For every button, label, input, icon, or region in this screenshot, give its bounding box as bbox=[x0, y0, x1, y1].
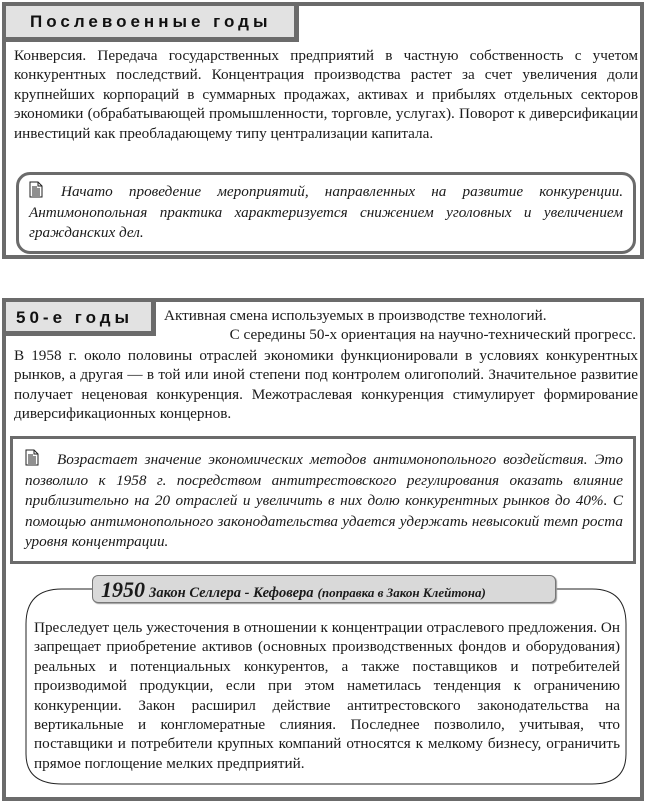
document-icon bbox=[29, 181, 43, 198]
section-postwar bbox=[2, 2, 644, 259]
document-icon bbox=[25, 449, 39, 466]
law-box bbox=[22, 574, 632, 789]
section-title-postwar: Послевоенные годы bbox=[2, 2, 299, 42]
50s-paragraph: В 1958 г. около половины отраслей экономики функционировали в условиях конкурентных рынков, а другая — в той или иной степени под контролем олигополий. Значительное развитие получает неценовая конкуренция. Межотраслевая конкуренция стимулирует формирование диверсификационных концернов. bbox=[14, 347, 638, 423]
50s-intro-line-2: С середины 50-х ориентация на научно-технический прогресс. bbox=[229, 326, 636, 344]
law-paragraph: Преследует цель ужесточения в отношении к концентрации отраслевого предложения. Он запрещает приобретение активов (основных производственных фондов и оборудования) реальных и потенциальных конкурентов, а также поставщиков и потребителей производимой продукции, если при этом наметилась тенденция к ограничению конкуренции. Закон расширил действие антитрестовского законодательства на вертикальные и конгломератные слияния. Последнее позволило, учитывая, что поставщики и потребители крупных компаний относятся к мелкому бизнесу, ограничить прямое поглощение мелких предприятий. bbox=[34, 619, 620, 772]
section-title-50s: 50-е годы bbox=[2, 298, 156, 336]
postwar-note-text: Начато проведение мероприятий, направленных на развитие конкуренции. Антимонопольная практика характеризуется снижением уголовных и увеличением гражданских дел. bbox=[29, 183, 623, 241]
50s-intro bbox=[164, 306, 636, 345]
law-title bbox=[92, 575, 556, 603]
section-50s bbox=[2, 298, 644, 801]
50s-note-text: Возрастает значение экономических методов антимонопольного воздействия. Это позволило к 1958 г. посредством антитрестовского регулирования оказать влияние приблизительно на 20 отраслей и увеличить в них долю конкурентных рынков до 40%. С помощью антимонопольного законодательства удается удержать невысокий темп роста уровня концентрации. bbox=[25, 451, 623, 550]
50s-intro-line-1: Активная смена используемых в производстве технологий. bbox=[164, 307, 547, 324]
50s-note bbox=[10, 436, 636, 564]
postwar-paragraph: Конверсия. Передача государственных предприятий в частную собственность с учетом конкурентных последствий. Концентрация производства растет за счет увеличения доли крупнейших корпораций в суммарных продажах, активах и прибылях отдельных секторов экономики (обрабатывающей промышленности, торговле, услугах). Поворот к диверсификации инвестиций как преобладающему типу централизации капитала. bbox=[14, 47, 638, 142]
law-amendment: (поправка в Закон Клейтона) bbox=[317, 585, 486, 600]
law-year: 1950 bbox=[101, 577, 145, 602]
postwar-note bbox=[16, 172, 636, 254]
law-name: Закон Селлера - Кефовера bbox=[149, 585, 314, 601]
